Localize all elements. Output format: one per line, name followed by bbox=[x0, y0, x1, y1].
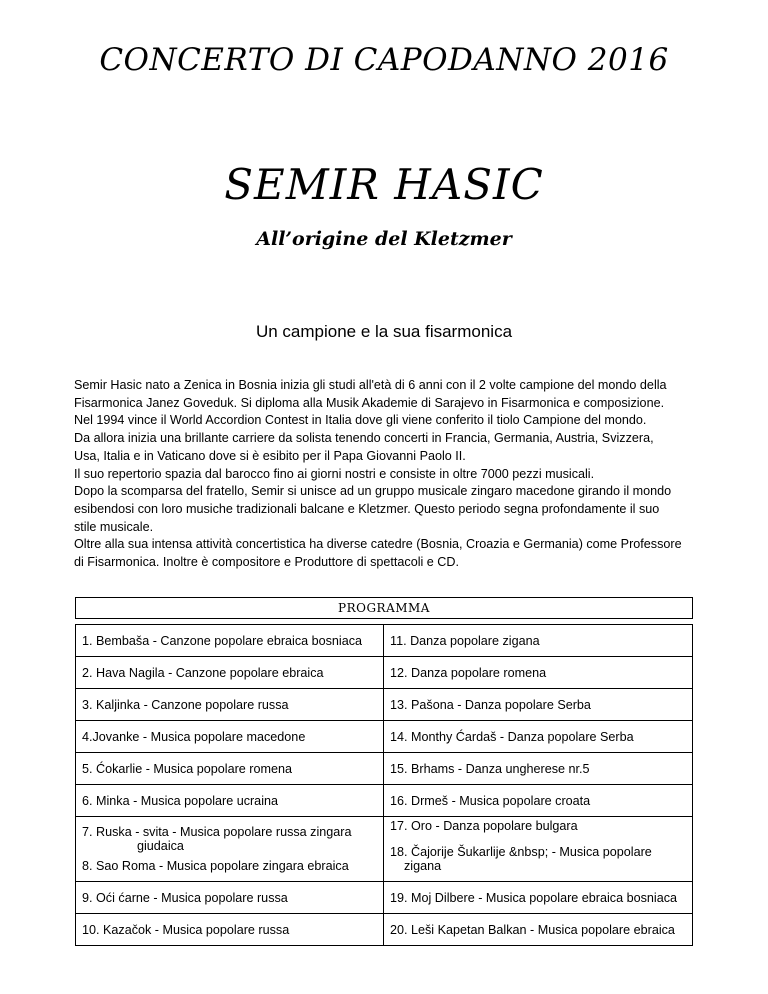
program-item: 5. Ćokarlie - Musica popolare romena bbox=[76, 753, 384, 785]
program-item: 9. Oći ćarne - Musica popolare russa bbox=[76, 882, 384, 914]
program-item: 13. Pašona - Danza popolare Serba bbox=[384, 689, 693, 721]
program-cell-double bbox=[384, 817, 693, 882]
table-row bbox=[76, 625, 693, 657]
program-item: 3. Kaljinka - Canzone popolare russa bbox=[76, 689, 384, 721]
program-item-line: 18. Čajorije Šukarlije &nbsp; - Musica popolare bbox=[390, 845, 652, 859]
bio-line: Usa, Italia e in Vaticano dove si è esibito per il Papa Giovanni Paolo II. bbox=[74, 448, 466, 463]
program-item: 20. Leši Kapetan Balkan - Musica popolare ebraica bbox=[384, 914, 693, 946]
bio-line: Oltre alla sua intensa attività concertistica ha diverse catedre (Bosnia, Croazia e Germania) come Professore bbox=[74, 537, 682, 552]
program-item: 19. Moj Dilbere - Musica popolare ebraica bosniaca bbox=[384, 882, 693, 914]
table-row bbox=[76, 914, 693, 946]
bio-line: Dopo la scomparsa del fratello, Semir si unisce ad un gruppo musicale zingaro macedone girando il mondo bbox=[74, 484, 672, 499]
table-row bbox=[76, 657, 693, 689]
artist-name: SEMIR HASIC bbox=[224, 160, 544, 209]
program-item: 12. Danza popolare romena bbox=[384, 657, 693, 689]
bio-line: Da allora inizia una brillante carriere da solista tenendo concerti in Francia, Germania, Austria, Svizzera, bbox=[74, 431, 654, 446]
program-item: 4.Jovanke - Musica popolare macedone bbox=[76, 721, 384, 753]
program-item: 8. Sao Roma - Musica popolare zingara ebraica bbox=[82, 859, 349, 873]
program-item-line: zigana bbox=[404, 859, 442, 873]
concert-subtitle: All’origine del Kletzmer bbox=[256, 228, 512, 250]
program-item: 10. Kazačok - Musica popolare russa bbox=[76, 914, 384, 946]
table-row bbox=[76, 721, 693, 753]
bio-line: stile musicale. bbox=[74, 519, 154, 534]
table-row bbox=[76, 689, 693, 721]
bio-line: Semir Hasic nato a Zenica in Bosnia inizia gli studi all'età di 6 anni con il 2 volte campione del mondo della bbox=[74, 378, 667, 392]
program-item: 11. Danza popolare zigana bbox=[384, 625, 693, 657]
program-item: 6. Minka - Musica popolare ucraina bbox=[76, 785, 384, 817]
program-item bbox=[82, 825, 383, 853]
program-item: 1. Bembaša - Canzone popolare ebraica bosniaca bbox=[76, 625, 384, 657]
table-row bbox=[76, 753, 693, 785]
program-item bbox=[390, 845, 692, 873]
bio-line: di Fisarmonica. Inoltre è compositore e Produttore di spettacoli e CD. bbox=[74, 555, 459, 570]
bio-line: Nel 1994 vince il World Accordion Contest in Italia dove gli viene conferito il tiolo Campione del mondo. bbox=[74, 413, 647, 428]
bio-line: Fisarmonica Janez Goveduk. Si diploma alla Musik Akademie di Sarajevo in Fisarmonica e composizione. bbox=[74, 395, 665, 410]
program-item: 17. Oro - Danza popolare bulgara bbox=[390, 819, 578, 833]
table-row bbox=[76, 785, 693, 817]
program-item: 2. Hava Nagila - Canzone popolare ebraica bbox=[76, 657, 384, 689]
tagline: Un campione e la sua fisarmonica bbox=[255, 322, 513, 341]
program-cell-double bbox=[76, 817, 384, 882]
table-row bbox=[76, 817, 693, 882]
bio-line: Il suo repertorio spazia dal barocco fino ai giorni nostri e consiste in oltre 7000 pezzi musicali. bbox=[74, 466, 595, 481]
program-table bbox=[75, 624, 693, 946]
biography bbox=[74, 377, 704, 572]
table-row bbox=[76, 882, 693, 914]
program-item-line: 7. Ruska - svita - Musica popolare russa zingara bbox=[82, 825, 352, 839]
program-item: 16. Drmeš - Musica popolare croata bbox=[384, 785, 693, 817]
program-item-line: giudaica bbox=[137, 839, 184, 853]
concert-title: CONCERTO DI CAPODANNO 2016 bbox=[99, 42, 669, 78]
bio-line: esibendosi con loro musiche tradizionali balcane e Kletzmer. Questo periodo segna profondamente il suo bbox=[74, 501, 660, 516]
program-item: 14. Monthy Ćardaš - Danza popolare Serba bbox=[384, 721, 693, 753]
program-item: 15. Brhams - Danza ungherese nr.5 bbox=[384, 753, 693, 785]
program-heading: PROGRAMMA bbox=[75, 597, 693, 619]
